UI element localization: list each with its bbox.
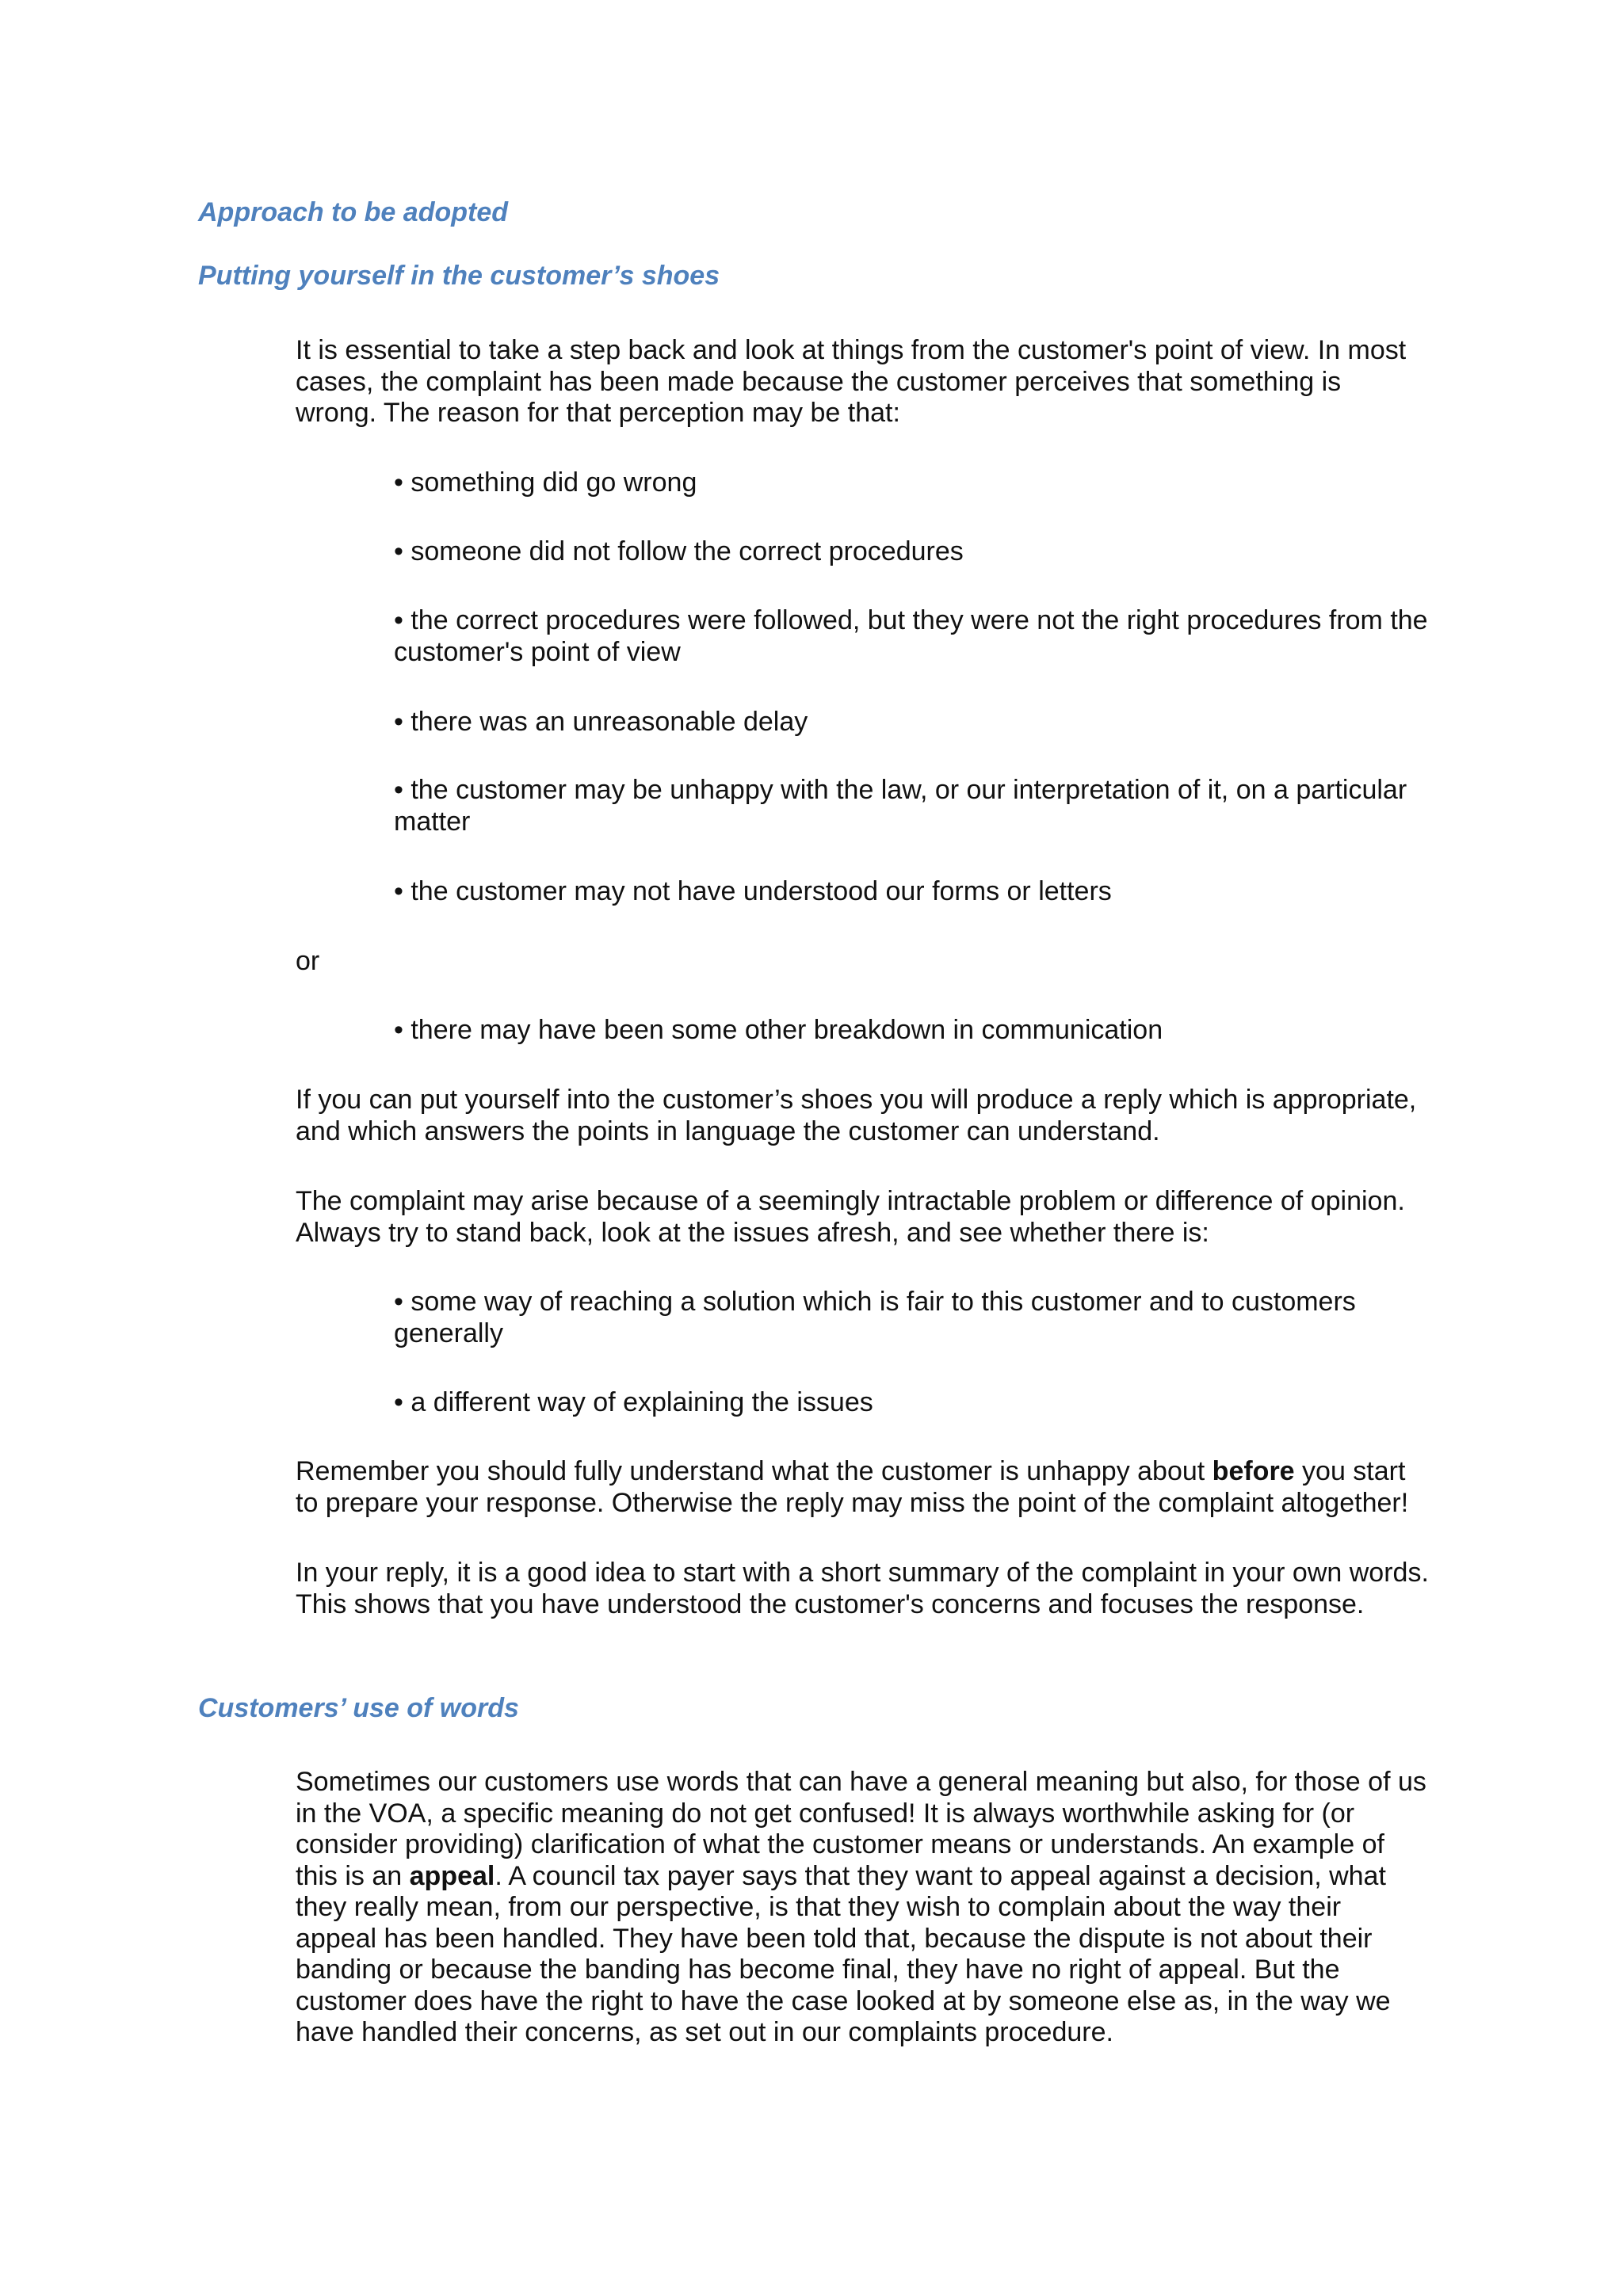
reason-text: the customer may not have understood our forms or letters — [411, 876, 1112, 906]
reason-item — [394, 707, 1432, 738]
solution-item — [394, 1387, 1432, 1419]
words-paragraph — [296, 1767, 1429, 2049]
reason-text: someone did not follow the correct procedures — [411, 536, 964, 566]
solution-item — [394, 1287, 1432, 1349]
bullet-glyph: • — [394, 1387, 403, 1417]
words-text-end: . A council tax payer says that they want to appeal against a decision, what they really mean, from our perspective, is that they wish to complain about the way their appeal has been handled. They have been told that, because the dispute is not about their banding or because the banding has become final, they have no right of appeal. But the customer does have the right to have the case looked at by someone else as, in the way we have handled their concerns, as set out in our complaints procedure. — [296, 1860, 1391, 2047]
solution-text: some way of reaching a solution which is fair to this customer and to customers generally — [394, 1287, 1356, 1348]
reason-item — [394, 876, 1432, 908]
reason-item — [394, 605, 1432, 668]
words-emphasis: appeal — [409, 1860, 495, 1891]
bullet-glyph: • — [394, 775, 403, 805]
bullet-glyph: • — [394, 876, 403, 906]
heading-customer-shoes: Putting yourself in the customer’s shoes — [198, 261, 720, 291]
remember-text-end: you start to prepare your response. Otherwise the reply may miss the point of the complaint altogether! — [296, 1456, 1409, 1518]
reason-text: there may have been some other breakdown in communication — [411, 1015, 1163, 1045]
reason-item — [394, 536, 1432, 568]
reason-item — [394, 467, 1432, 499]
bullet-glyph: • — [394, 707, 403, 737]
or-connector: or — [296, 946, 320, 976]
reason-text: something did go wrong — [411, 467, 697, 498]
reason-text: there was an unreasonable delay — [411, 707, 808, 737]
bullet-glyph: • — [394, 536, 403, 566]
summary-paragraph: In your reply, it is a good idea to start with a short summary of the complaint in your own words. This shows that you have understood the customer's concerns and focuses the response. — [296, 1558, 1429, 1619]
shoes-paragraph: If you can put yourself into the customer’s shoes you will produce a reply which is appropriate, and which answers the points in language the customer can understand. — [296, 1085, 1417, 1146]
bullet-glyph: • — [394, 1015, 403, 1045]
remember-emphasis: before — [1212, 1456, 1295, 1486]
remember-text-start: Remember you should fully understand what the customer is unhappy about — [296, 1456, 1212, 1486]
bullet-glyph: • — [394, 467, 403, 498]
remember-paragraph — [296, 1456, 1429, 1519]
reason-item — [394, 775, 1432, 837]
reason-item-last — [394, 1015, 1432, 1047]
reason-text: the correct procedures were followed, but they were not the right procedures from the customer's point of view — [394, 605, 1428, 667]
bullet-glyph: • — [394, 605, 403, 635]
intractable-paragraph: The complaint may arise because of a seemingly intractable problem or difference of opinion. Always try to stand back, look at the issues afresh, and see whether there is: — [296, 1186, 1405, 1248]
intro-paragraph: It is essential to take a step back and look at things from the customer's point of view. In most cases, the complaint has been made because the customer perceives that something is wrong. The reason for that perception may be that: — [296, 335, 1407, 428]
solution-text: a different way of explaining the issues — [411, 1387, 873, 1417]
reason-text: the customer may be unhappy with the law, or our interpretation of it, on a particular matter — [394, 775, 1407, 837]
heading-approach: Approach to be adopted — [198, 197, 508, 227]
words-text-start: Sometimes our customers use words that can have a general meaning but also, for those of us in the VOA, a specific meaning do not get confused! It is always worthwhile asking for (or consider providing) clarification of what the customer means or understands. An example of this is an — [296, 1767, 1426, 1891]
heading-customers-words: Customers’ use of words — [198, 1693, 519, 1723]
bullet-glyph: • — [394, 1287, 403, 1317]
